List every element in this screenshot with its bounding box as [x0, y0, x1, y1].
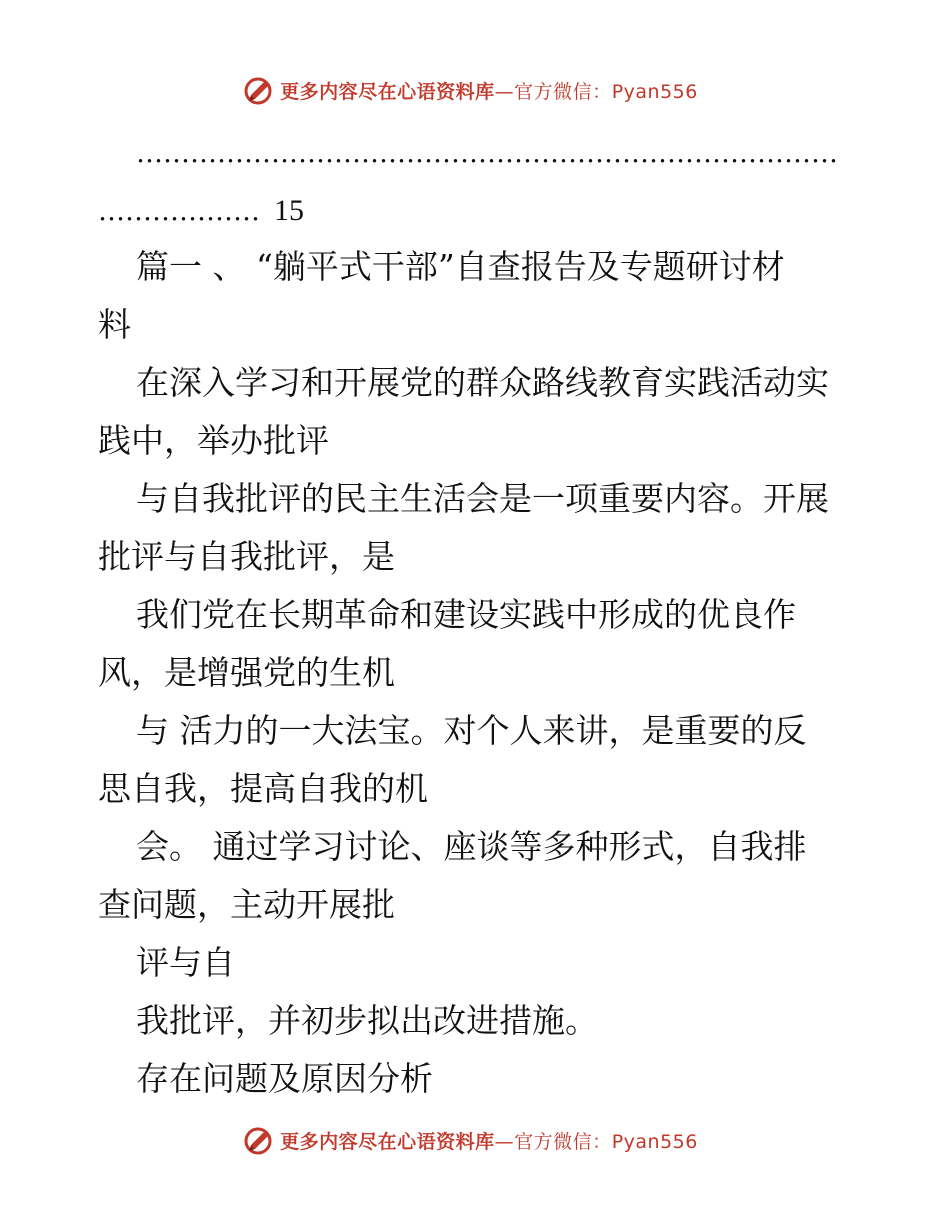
text-line: 料 [98, 305, 131, 344]
paragraph-lines [98, 238, 858, 1108]
watermark-label: 官方微信： [514, 1130, 612, 1153]
text-line: 践中，举办批评 [98, 421, 329, 460]
text-line: 与自我批评的民主生活会是一项重要内容。开展 [136, 479, 829, 518]
text-line: 评与自 [136, 943, 235, 982]
watermark-main-text: 更多内容尽在心语资料库 [280, 80, 495, 103]
text-line: 我们党在长期革命和建设实践中形成的优良作 [136, 595, 796, 634]
text-line: 会。 通过学习讨论、座谈等多种形式，自我排 [136, 827, 807, 866]
watermark-main-text: 更多内容尽在心语资料库 [280, 1130, 495, 1153]
text-line: 查问题，主动开展批 [98, 885, 395, 924]
text-line: 在深入学习和开展党的群众路线教育实践活动实 [136, 363, 829, 402]
toc-entry-line [98, 180, 858, 238]
toc-leader-dots-end: ……………… [98, 196, 260, 227]
watermark-wechat-id: Pyan556 [611, 1130, 698, 1153]
text-line: 风，是增强党的生机 [98, 653, 395, 692]
text-line: 存在问题及原因分析 [136, 1059, 433, 1098]
text-line: 篇一 、 “躺平式干部”自查报告及专题研讨材 [136, 247, 785, 286]
pen-logo-icon [242, 74, 274, 106]
watermark-label: 官方微信： [514, 80, 612, 103]
watermark-group [242, 1124, 698, 1156]
toc-leader-line [98, 122, 858, 180]
pen-logo-icon [242, 1124, 274, 1156]
text-line: 思自我，提高自我的机 [98, 769, 428, 808]
document-body [98, 122, 858, 1108]
watermark-group [242, 74, 698, 106]
text-line: 与 活力的一大法宝。对个人来讲，是重要的反 [136, 711, 807, 750]
watermark-separator: — [494, 80, 515, 103]
footer-watermark [0, 1120, 950, 1160]
watermark-separator: — [494, 1130, 515, 1153]
header-watermark [0, 70, 950, 110]
text-line: 我批评，并初步拟出改进措施。 [136, 1001, 598, 1040]
text-line: 批评与自我批评，是 [98, 537, 395, 576]
watermark-wechat-id: Pyan556 [611, 80, 698, 103]
watermark-text [280, 1127, 698, 1154]
toc-page-number: 15 [274, 194, 304, 227]
toc-leader-dots: …………………………………………………………………… [136, 138, 838, 169]
watermark-text [280, 77, 698, 104]
